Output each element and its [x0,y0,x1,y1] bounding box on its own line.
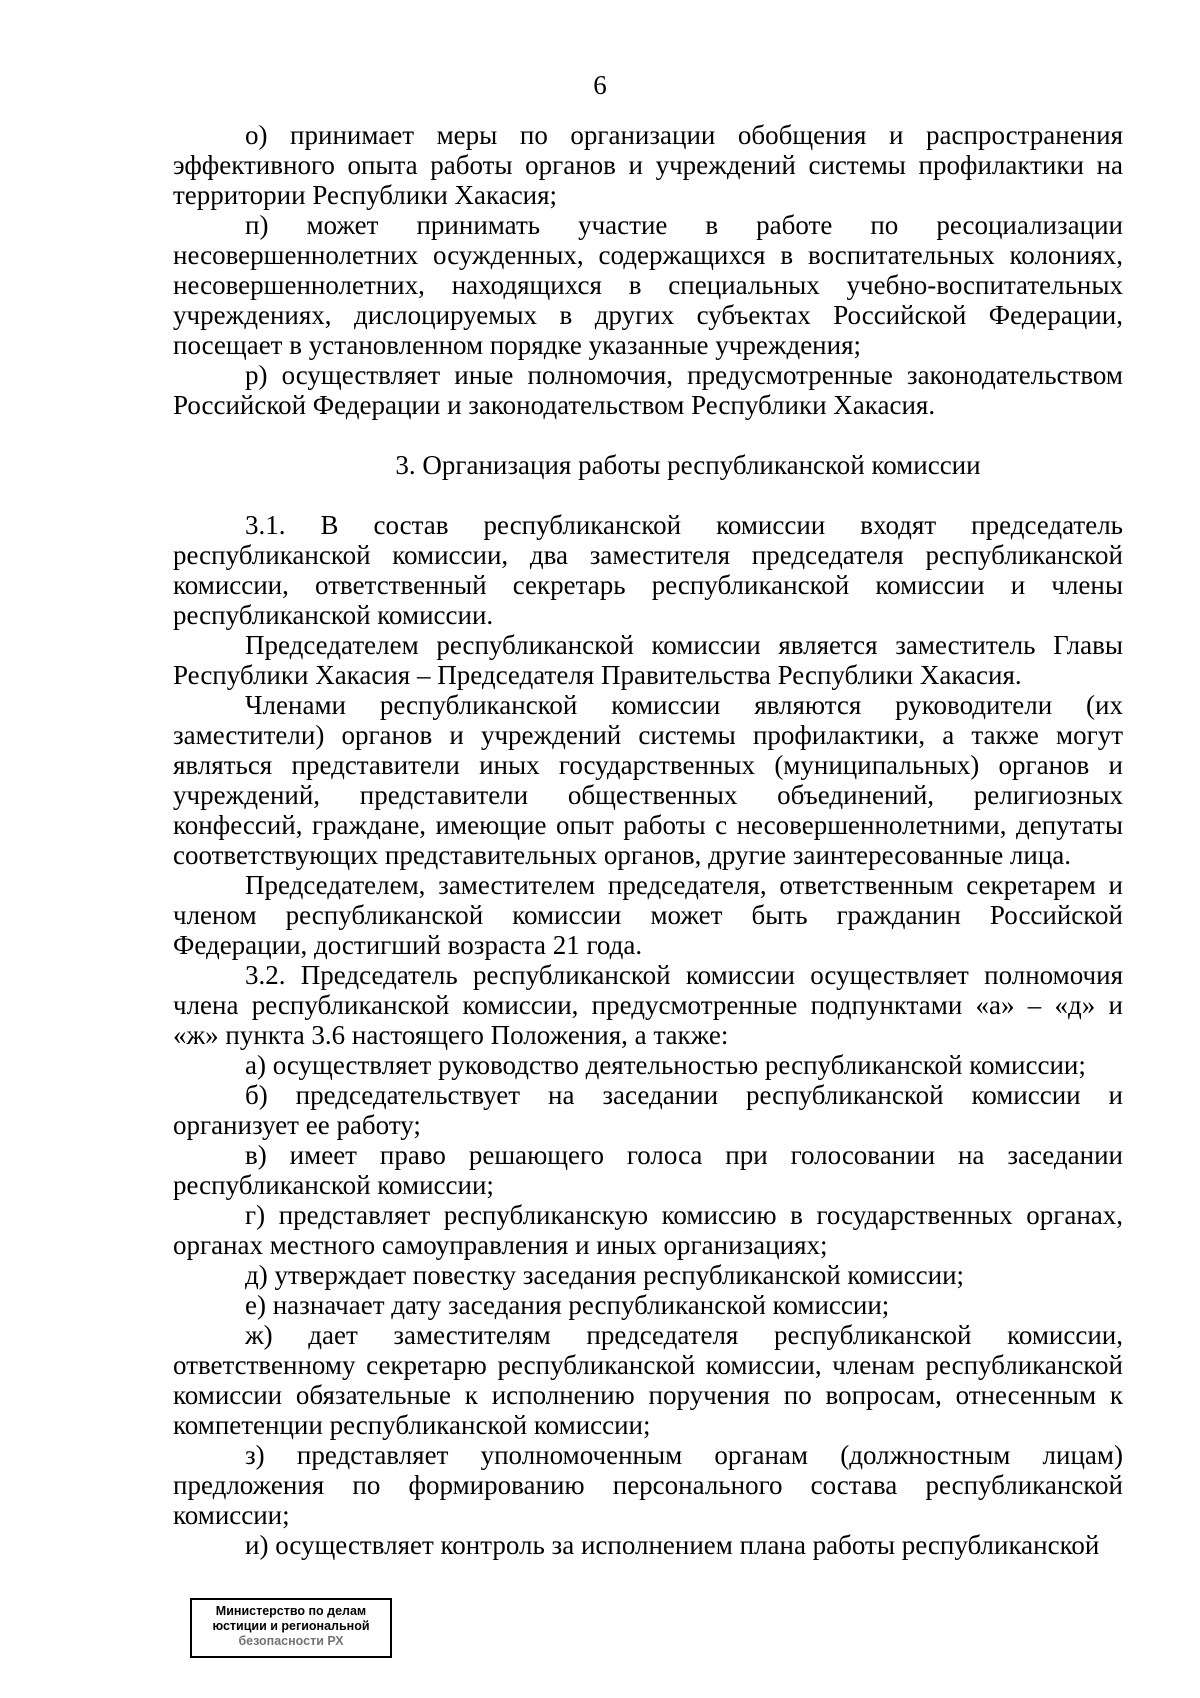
list-item-g: г) представляет республиканскую комиссию в государственных органах, органах местного самоуправления и иных организациях; [173,1200,1123,1260]
stamp-line-3: безопасности РХ [238,1634,344,1648]
stamp-line-2: юстиции и региональной [212,1619,370,1633]
list-item-z: з) представляет уполномоченным органам (должностным лицам) предложения по формированию персонального состава республиканской комиссии; [173,1440,1123,1530]
paragraph-item-p: п) может принимать участие в работе по ресоциализации несовершеннолетних осужденных, содержащихся в воспитательных колониях, несовершеннолетних, находящихся в специальных учебно-воспитательных учреждениях, дислоцируемых в других субъектах Российской Федерации, посещает в установленном порядке указанные учреждения; [173,210,1123,360]
paragraph-item-r: р) осуществляет иные полномочия, предусмотренные законодательством Российской Федерации и законодательством Республики Хакасия. [173,360,1123,420]
list-item-i: и) осуществляет контроль за исполнением плана работы республиканской [245,1530,1100,1560]
page-number: 6 [593,70,607,100]
paragraph-3-2: 3.2. Председатель республиканской комиссии осуществляет полномочия члена республиканской комиссии, предусмотренные подпунктами «а» – «д» и «ж» пункта 3.6 настоящего Положения, а также: [173,960,1123,1050]
list-item-e: е) назначает дату заседания республиканской комиссии; [245,1290,890,1320]
document-body [173,120,1123,1560]
paragraph-item-o: о) принимает меры по организации обобщения и распространения эффективного опыта работы органов и учреждений системы профилактики на территории Республики Хакасия; [173,120,1123,210]
paragraph-3-1: 3.1. В состав республиканской комиссии входят председатель республиканской комиссии, два заместителя председателя республиканской комиссии, ответственный секретарь республиканской комиссии и члены республиканской комиссии. [173,510,1123,630]
list-item-d: д) утверждает повестку заседания республиканской комиссии; [245,1260,965,1290]
list-item-b: б) председательствует на заседании республиканской комиссии и организует ее работу; [173,1080,1123,1140]
list-item-v: в) имеет право решающего голоса при голосовании на заседании республиканской комиссии; [173,1140,1123,1200]
list-item-zh: ж) дает заместителям председателя республиканской комиссии, ответственному секретарю республиканской комиссии, членам республиканской комиссии обязательные к исполнению поручения по вопросам, отнесенным к компетенции республиканской комиссии; [173,1320,1123,1440]
paragraph-chairman: Председателем республиканской комиссии является заместитель Главы Республики Хакасия – Председателя Правительства Республики Хакасия. [173,630,1123,690]
list-item-a: а) осуществляет руководство деятельностью республиканской комиссии; [245,1050,1086,1080]
stamp-line-1: Министерство по делам [215,1604,367,1618]
paragraph-eligibility: Председателем, заместителем председателя, ответственным секретарем и членом республиканской комиссии может быть гражданин Российской Федерации, достигший возраста 21 года. [173,870,1123,960]
section-heading: 3. Организация работы республиканской комиссии [395,450,981,480]
ministry-stamp [190,1598,392,1658]
paragraph-members: Членами республиканской комиссии являются руководители (их заместители) органов и учреждений системы профилактики, а также могут являться представители иных государственных (муниципальных) органов и учреждений, представители общественных объединений, религиозных конфессий, граждане, имеющие опыт работы с несовершеннолетними, депутаты соответствующих представительных органов, другие заинтересованные лица. [173,690,1123,870]
